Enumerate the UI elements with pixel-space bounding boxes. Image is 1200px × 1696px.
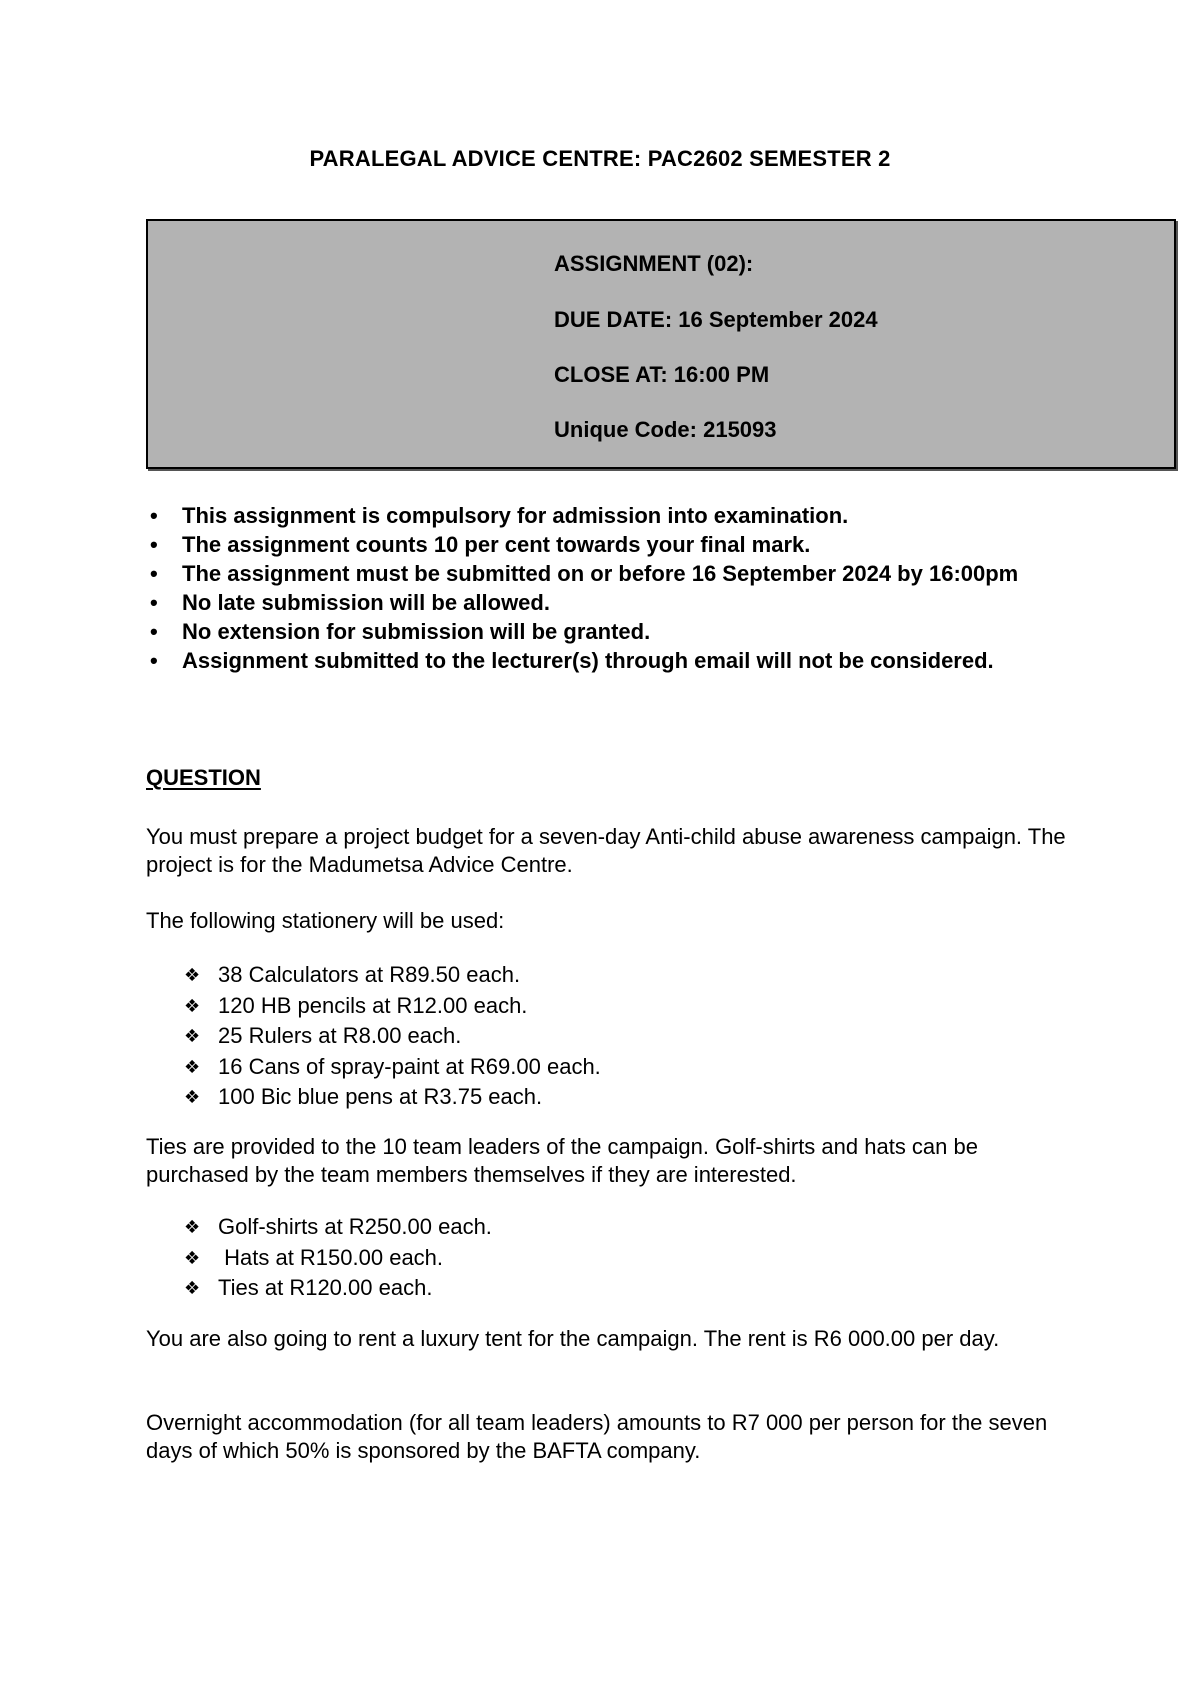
diamond-bullet-icon: ❖ xyxy=(184,1217,201,1237)
clothing-list xyxy=(184,1212,492,1304)
list-item: ❖ Hats at R150.00 each. xyxy=(184,1243,492,1274)
rule-item: • The assignment must be submitted on or before 16 September 2024 by 16:00pm xyxy=(150,561,1019,586)
tent-rent-text: You are also going to rent a luxury tent for the campaign. The rent is R6 000.00 per day. xyxy=(146,1326,1000,1351)
bullet-icon: • xyxy=(150,561,158,586)
diamond-bullet-icon: ❖ xyxy=(184,965,201,985)
stationery-list xyxy=(184,960,601,1113)
clothing-intro: Ties are provided to the 10 team leaders of the campaign. Golf-shirts and hats can be purchased by the team members themselves if they are interested. xyxy=(146,1134,978,1187)
assignment-rules-list xyxy=(146,502,1066,676)
due-date: DUE DATE: 16 September 2024 xyxy=(554,307,878,332)
diamond-bullet-icon: ❖ xyxy=(184,1087,201,1107)
close-time: CLOSE AT: 16:00 PM xyxy=(554,362,770,387)
list-item: ❖ 120 HB pencils at R12.00 each. xyxy=(184,991,601,1022)
diamond-bullet-icon: ❖ xyxy=(184,1247,201,1268)
diamond-bullet-icon: ❖ xyxy=(184,1278,201,1298)
assignment-info-box xyxy=(146,219,1176,469)
diamond-bullet-icon: ❖ xyxy=(184,1056,201,1077)
stationery-intro: The following stationery will be used: xyxy=(146,908,505,933)
list-item: ❖ 100 Bic blue pens at R3.75 each. xyxy=(184,1082,601,1113)
bullet-icon: • xyxy=(150,648,158,673)
list-item: ❖ Ties at R120.00 each. xyxy=(184,1273,492,1304)
rule-item: • No late submission will be allowed. xyxy=(150,590,550,615)
bullet-icon: • xyxy=(150,532,158,557)
rule-item: • The assignment counts 10 per cent towards your final mark. xyxy=(150,532,811,557)
bullet-icon: • xyxy=(150,503,158,528)
accommodation-text: Overnight accommodation (for all team leaders) amounts to R7 000 per person for the seven days of which 50% is sponsored by the BAFTA company. xyxy=(146,1410,1048,1463)
bullet-icon: • xyxy=(150,619,158,644)
rule-item: • This assignment is compulsory for admission into examination. xyxy=(150,503,849,528)
question-heading: QUESTION xyxy=(146,765,261,790)
question-intro: You must prepare a project budget for a seven-day Anti-child abuse awareness campaign. The project is for the Madumetsa Advice Centre. xyxy=(146,824,1066,877)
rule-item: • Assignment submitted to the lecturer(s) through email will not be considered. xyxy=(150,648,994,673)
unique-code: Unique Code: 215093 xyxy=(554,417,777,442)
diamond-bullet-icon: ❖ xyxy=(184,1026,201,1046)
document-title: PARALEGAL ADVICE CENTRE: PAC2602 SEMESTER 2 xyxy=(309,146,891,171)
list-item: ❖ 25 Rulers at R8.00 each. xyxy=(184,1021,601,1052)
list-item: ❖ Golf-shirts at R250.00 each. xyxy=(184,1212,492,1243)
list-item: ❖ 38 Calculators at R89.50 each. xyxy=(184,960,601,991)
bullet-icon: • xyxy=(150,590,158,615)
diamond-bullet-icon: ❖ xyxy=(184,995,201,1016)
assignment-number: ASSIGNMENT (02): xyxy=(554,251,754,276)
list-item: ❖ 16 Cans of spray-paint at R69.00 each. xyxy=(184,1052,601,1083)
rule-item: • No extension for submission will be granted. xyxy=(150,619,651,644)
